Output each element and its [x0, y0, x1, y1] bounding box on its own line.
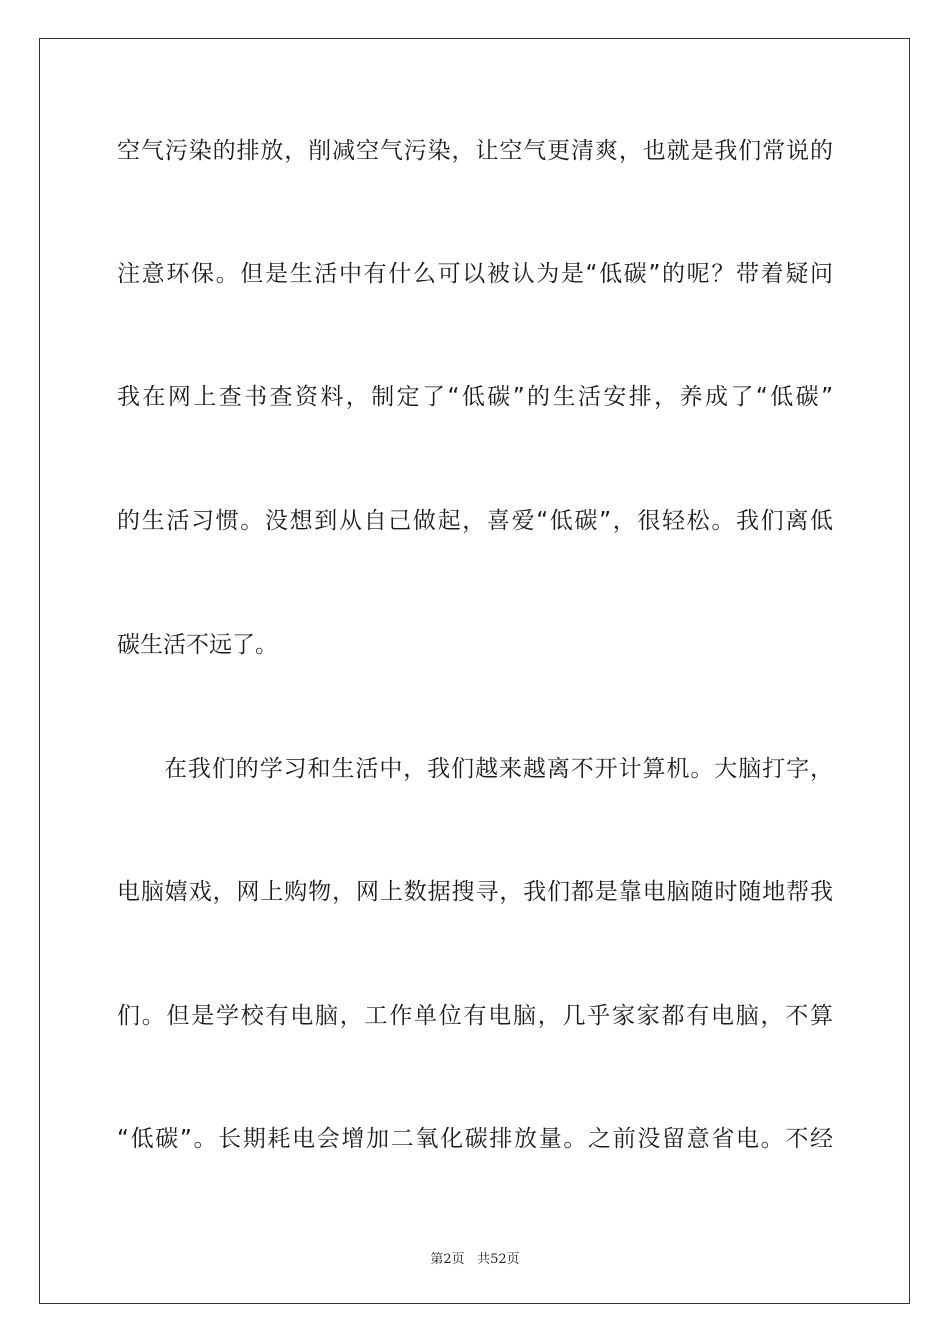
text-line: 注意环保。但是生活中有什么可以被认为是“低碳”的呢？带着疑问	[117, 261, 833, 287]
text-line: 碳生活不远了。	[117, 632, 278, 658]
page-number: 第2页	[430, 1252, 465, 1267]
paragraph-first-line: 在我们的学习和生活中，我们越来越离不开计算机。大脑打字，	[164, 756, 833, 782]
page-footer	[0, 1248, 950, 1267]
text-line: “低碳”。长期耗电会增加二氧化碳排放量。之前没留意省电。不经	[117, 1126, 833, 1152]
text-line: 的生活习惯。没想到从自己做起，喜爱“低碳”，很轻松。我们离低	[117, 508, 833, 534]
page-frame	[39, 38, 910, 1304]
text-line: 电脑嬉戏，网上购物，网上数据搜寻，我们都是靠电脑随时随地帮我	[117, 879, 833, 905]
text-line: 空气污染的排放，削减空气污染，让空气更清爽，也就是我们常说的	[117, 138, 833, 164]
page-total: 共52页	[477, 1252, 520, 1267]
text-line: 我在网上查书查资料，制定了“低碳”的生活安排，养成了“低碳”	[117, 384, 833, 410]
text-line: 们。但是学校有电脑，工作单位有电脑，几乎家家都有电脑，不算	[117, 1003, 833, 1029]
